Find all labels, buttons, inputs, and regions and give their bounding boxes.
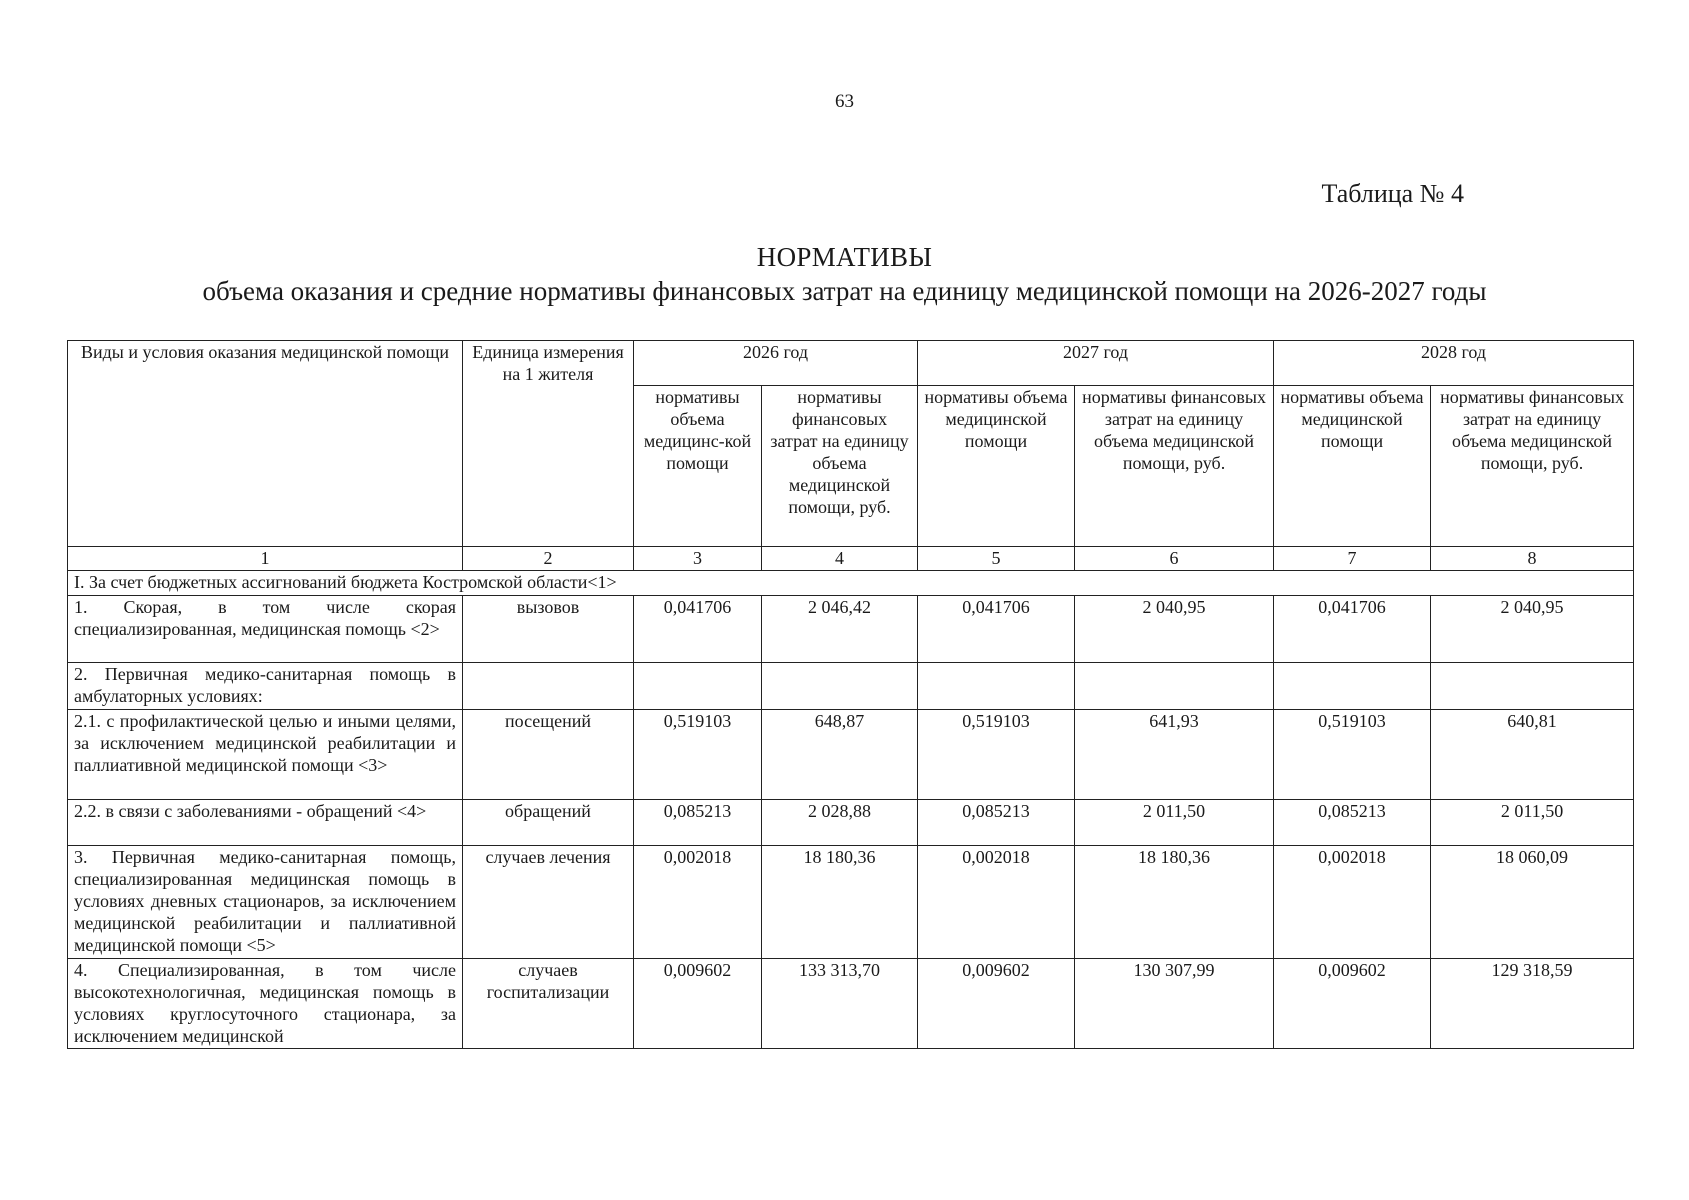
row-unit: вызовов bbox=[463, 596, 634, 663]
cell-2028-volume: 0,085213 bbox=[1274, 799, 1431, 845]
section-title: I. За счет бюджетных ассигнований бюджета Костромской области<1> bbox=[68, 571, 1634, 596]
row-label: 4. Специализированная, в том числе высокотехнологичная, медицинская помощь в условиях круглосуточного стационара, за исключением медицинской bbox=[68, 958, 463, 1049]
header-row-years bbox=[68, 341, 1634, 386]
table-row bbox=[68, 845, 1634, 958]
column-number: 7 bbox=[1274, 547, 1431, 571]
row-label: 1. Скорая, в том числе скорая специализированная, медицинская помощь <2> bbox=[68, 596, 463, 663]
row-label: 2.1. с профилактической целью и иными целями, за исключением медицинской реабилитации и паллиативной медицинской помощи <3> bbox=[68, 709, 463, 799]
cell-2027-volume: 0,009602 bbox=[918, 958, 1075, 1049]
cell-2026-volume: 0,519103 bbox=[634, 709, 762, 799]
column-number: 2 bbox=[463, 547, 634, 571]
document-subtitle: объема оказания и средние нормативы финансовых затрат на единицу медицинской помощи на 2026-2027 годы bbox=[202, 276, 1487, 306]
cell-2026-volume: 0,041706 bbox=[634, 596, 762, 663]
cell-2027-volume: 0,041706 bbox=[918, 596, 1075, 663]
page-number: 63 bbox=[835, 91, 854, 112]
row-label: 3. Первичная медико-санитарная помощь, специализированная медицинская помощь в условиях дневных стационаров, за исключением медицинской реабилитации и паллиативной медицинской помощи <5> bbox=[68, 845, 463, 958]
cell-2026-cost bbox=[762, 663, 918, 710]
cell-2026-cost: 133 313,70 bbox=[762, 958, 918, 1049]
section-row bbox=[68, 571, 1634, 596]
row-unit: посещений bbox=[463, 709, 634, 799]
cell-2026-cost: 18 180,36 bbox=[762, 845, 918, 958]
cell-2026-volume: 0,085213 bbox=[634, 799, 762, 845]
cell-2027-volume: 0,002018 bbox=[918, 845, 1075, 958]
cell-2028-volume: 0,041706 bbox=[1274, 596, 1431, 663]
cell-2028-cost: 2 011,50 bbox=[1431, 799, 1634, 845]
column-number: 6 bbox=[1075, 547, 1274, 571]
row-label: 2. Первичная медико-санитарная помощь в амбулаторных условиях: bbox=[68, 663, 463, 710]
norms-table bbox=[67, 340, 1634, 1049]
column-number: 5 bbox=[918, 547, 1075, 571]
table-number: Таблица № 4 bbox=[1321, 179, 1464, 208]
row-unit: случаев госпитализации bbox=[463, 958, 634, 1049]
cell-2026-cost: 2 046,42 bbox=[762, 596, 918, 663]
cell-2026-cost: 648,87 bbox=[762, 709, 918, 799]
cell-2026-volume: 0,002018 bbox=[634, 845, 762, 958]
cell-2027-cost: 2 011,50 bbox=[1075, 799, 1274, 845]
table-row bbox=[68, 709, 1634, 799]
column-number: 4 bbox=[762, 547, 918, 571]
cell-2026-volume: 0,009602 bbox=[634, 958, 762, 1049]
cell-2027-cost: 2 040,95 bbox=[1075, 596, 1274, 663]
row-unit: обращений bbox=[463, 799, 634, 845]
cell-2028-cost: 129 318,59 bbox=[1431, 958, 1634, 1049]
column-number: 8 bbox=[1431, 547, 1634, 571]
header-year-2026: 2026 год bbox=[634, 341, 918, 386]
header-year-2027: 2027 год bbox=[918, 341, 1274, 386]
header-2027-cost: нормативы финансовых затрат на единицу объема медицинской помощи, руб. bbox=[1075, 386, 1274, 547]
column-number-row bbox=[68, 547, 1634, 571]
table-row bbox=[68, 958, 1634, 1049]
cell-2028-cost bbox=[1431, 663, 1634, 710]
cell-2028-cost: 18 060,09 bbox=[1431, 845, 1634, 958]
header-2028-volume: нормативы объема медицинской помощи bbox=[1274, 386, 1431, 547]
header-2028-cost: нормативы финансовых затрат на единицу объема медицинской помощи, руб. bbox=[1431, 386, 1634, 547]
row-unit: случаев лечения bbox=[463, 845, 634, 958]
column-number: 3 bbox=[634, 547, 762, 571]
cell-2026-cost: 2 028,88 bbox=[762, 799, 918, 845]
column-number: 1 bbox=[68, 547, 463, 571]
cell-2027-cost: 641,93 bbox=[1075, 709, 1274, 799]
table-row bbox=[68, 663, 1634, 710]
table-row bbox=[68, 596, 1634, 663]
header-2026-volume: нормативы объема медицинс-кой помощи bbox=[634, 386, 762, 547]
cell-2027-cost: 130 307,99 bbox=[1075, 958, 1274, 1049]
cell-2028-volume bbox=[1274, 663, 1431, 710]
cell-2027-cost: 18 180,36 bbox=[1075, 845, 1274, 958]
header-unit: Единица измерения на 1 жителя bbox=[463, 341, 634, 547]
cell-2028-volume: 0,009602 bbox=[1274, 958, 1431, 1049]
row-label: 2.2. в связи с заболеваниями - обращений <4> bbox=[68, 799, 463, 845]
header-2026-cost: нормативы финансовых затрат на единицу объема медицинской помощи, руб. bbox=[762, 386, 918, 547]
cell-2027-volume: 0,085213 bbox=[918, 799, 1075, 845]
cell-2028-volume: 0,002018 bbox=[1274, 845, 1431, 958]
header-type: Виды и условия оказания медицинской помощи bbox=[68, 341, 463, 547]
cell-2026-volume bbox=[634, 663, 762, 710]
header-2027-volume: нормативы объема медицинской помощи bbox=[918, 386, 1075, 547]
table-row bbox=[68, 799, 1634, 845]
cell-2027-volume bbox=[918, 663, 1075, 710]
cell-2027-volume: 0,519103 bbox=[918, 709, 1075, 799]
cell-2027-cost bbox=[1075, 663, 1274, 710]
row-unit bbox=[463, 663, 634, 710]
cell-2028-cost: 2 040,95 bbox=[1431, 596, 1634, 663]
document-title: НОРМАТИВЫ bbox=[756, 242, 933, 272]
header-year-2028: 2028 год bbox=[1274, 341, 1634, 386]
cell-2028-volume: 0,519103 bbox=[1274, 709, 1431, 799]
cell-2028-cost: 640,81 bbox=[1431, 709, 1634, 799]
